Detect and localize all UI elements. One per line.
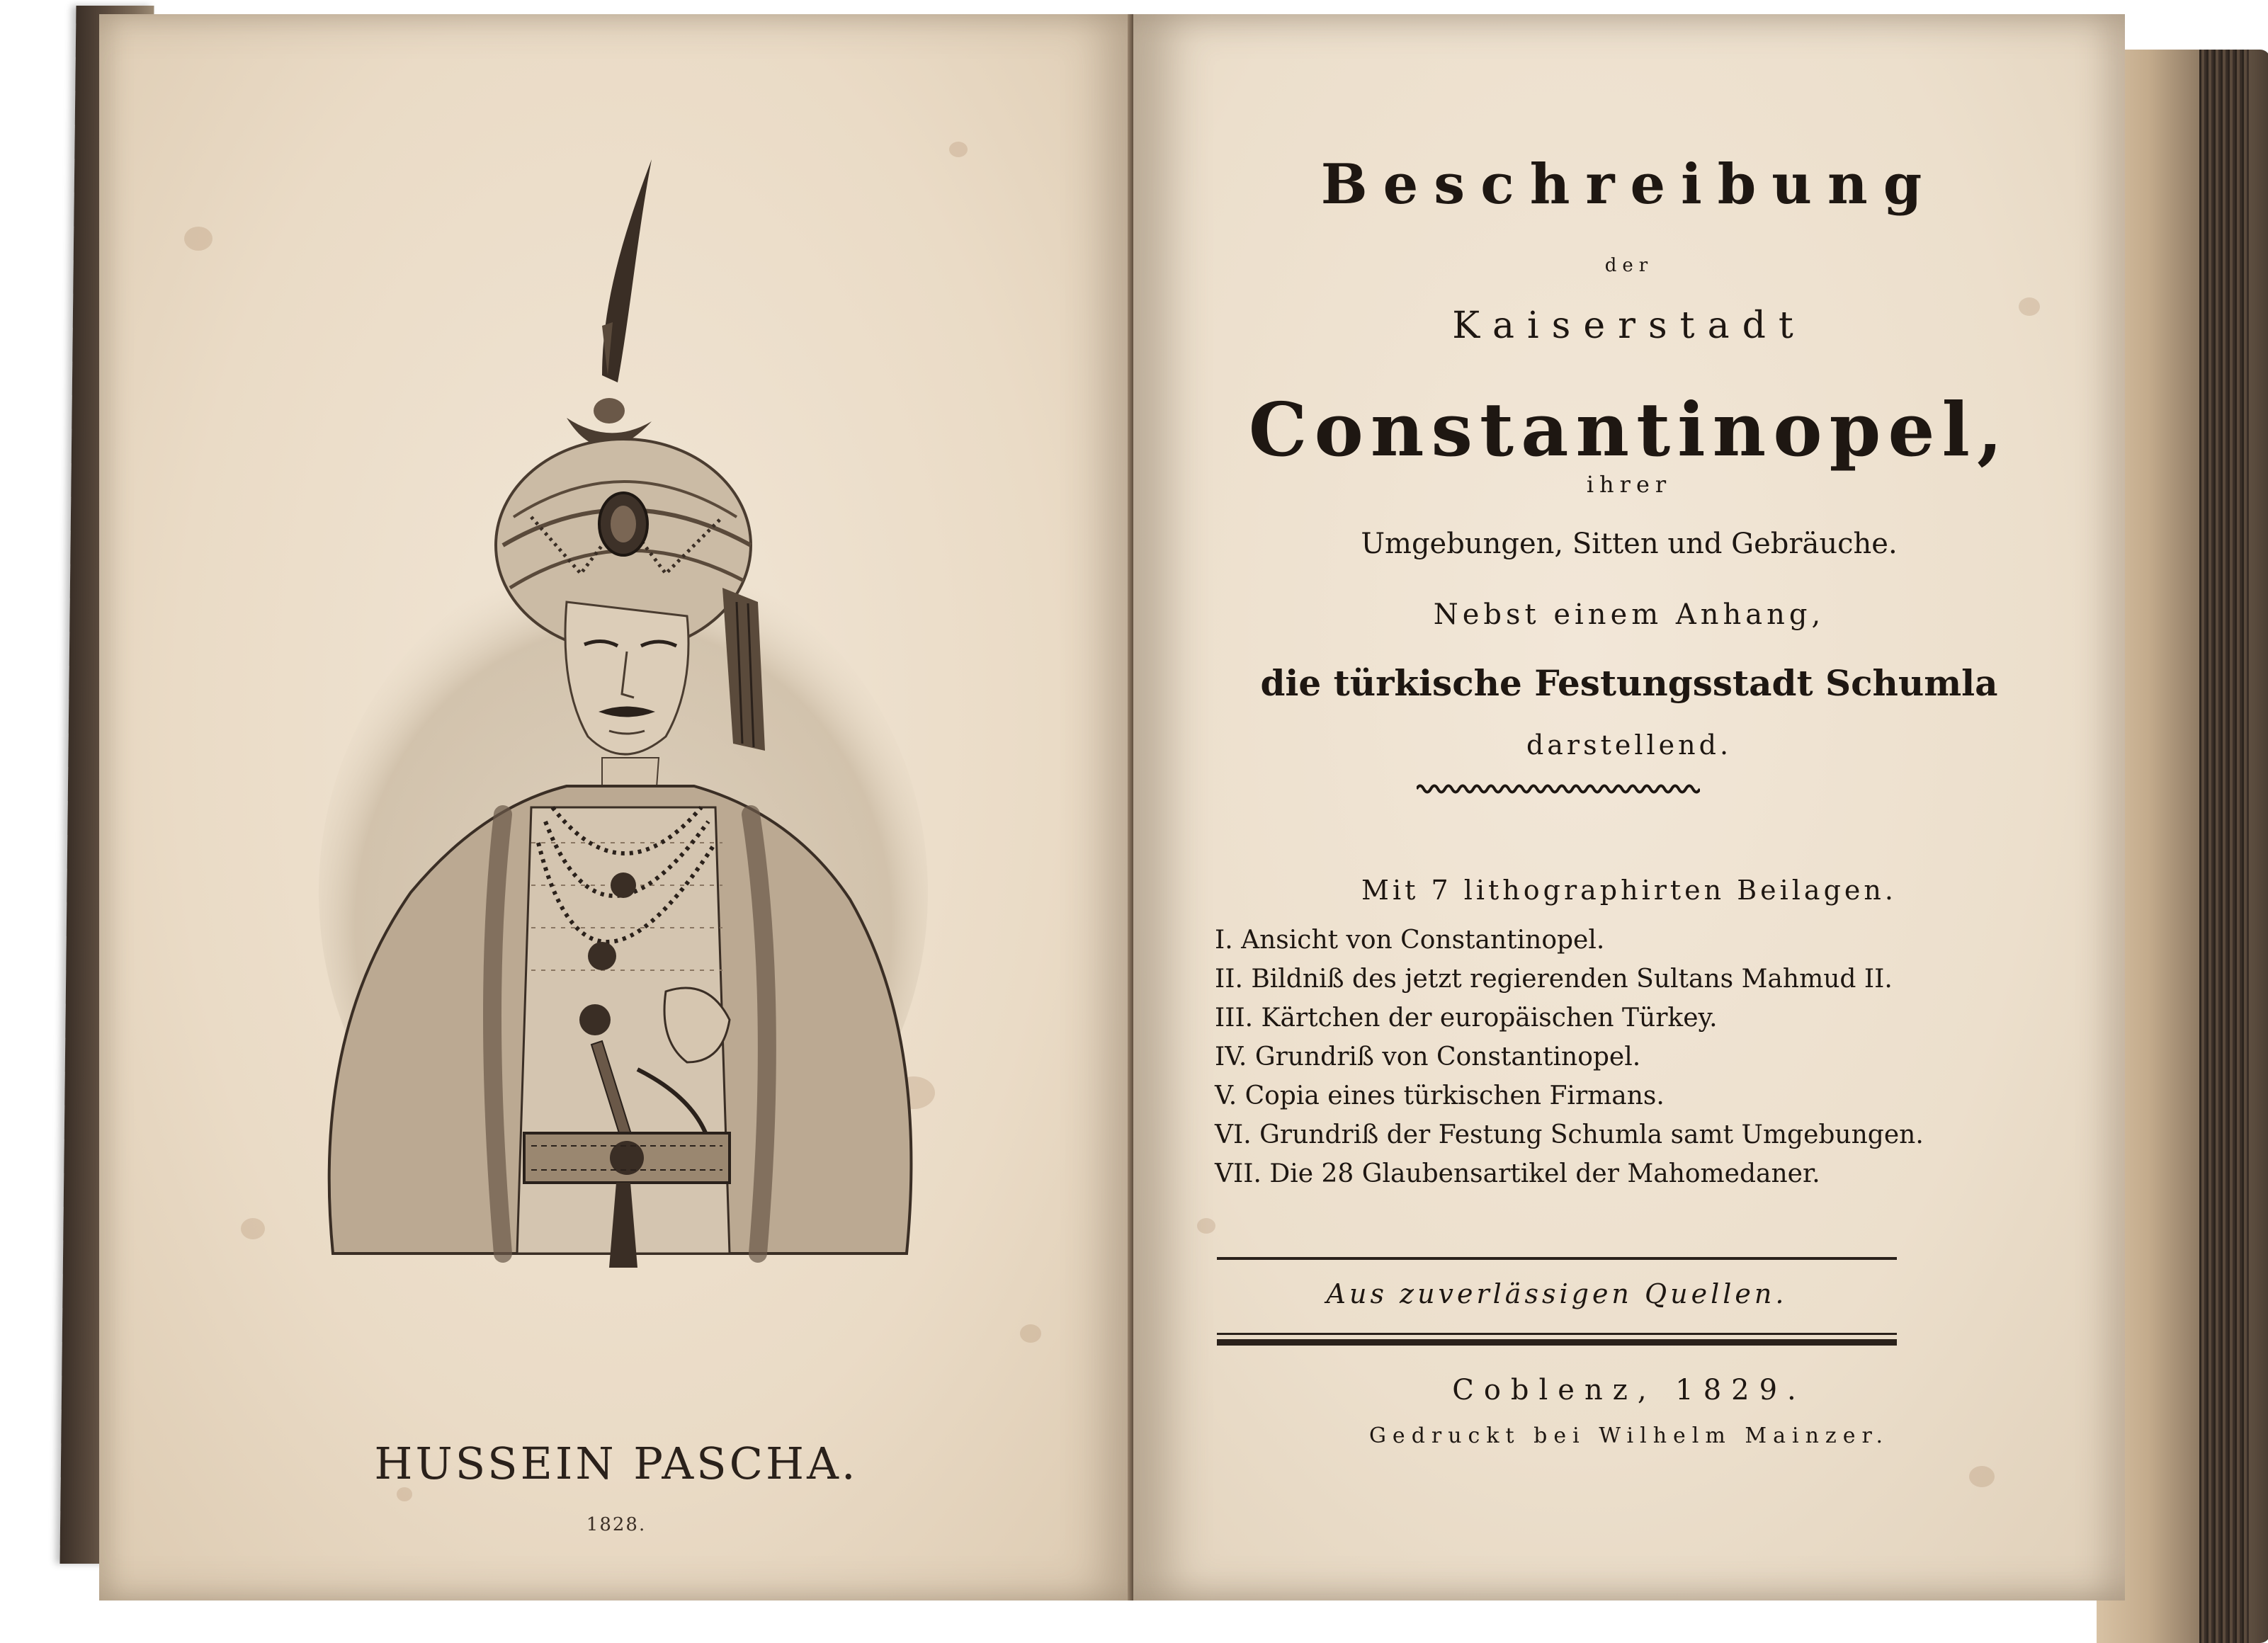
imprint-printer: Gedruckt bei Wilhelm Mainzer. <box>1368 1423 1890 1448</box>
portrait-engraving <box>269 149 977 1296</box>
plates-list <box>1215 921 1924 1193</box>
list-item: II. Bildniß des jetzt regierenden Sultans Mahmud II. <box>1215 965 1893 994</box>
sources-line: Aus zuverlässigen Quellen. <box>1326 1278 1788 1309</box>
portrait-caption-name: HUSSEIN PASCHA. <box>374 1438 858 1489</box>
wavy-ornament-divider <box>1417 783 1700 795</box>
list-item: VII. Die 28 Glaubensartikel der Mahomedaner. <box>1215 1159 1820 1188</box>
rule-double <box>1217 1333 1897 1346</box>
imprint-place-year: Coblenz, 1829. <box>1452 1374 1806 1406</box>
title-der: der <box>1604 255 1654 276</box>
title-beschreibung: Beschreibung <box>1320 152 1938 217</box>
rule-thin <box>1217 1257 1897 1260</box>
appendix-line-2: die türkische Festungsstadt Schumla <box>1260 662 1998 704</box>
appendix-line-3: darstellend. <box>1526 729 1733 761</box>
title-constantinopel: Constantinopel, <box>1248 386 2010 473</box>
list-item: III. Kärtchen der europäischen Türkey. <box>1215 1004 1718 1033</box>
left-page-frontispiece <box>99 14 1133 1601</box>
list-item: VI. Grundriß der Festung Schumla samt Umgebungen. <box>1215 1120 1924 1149</box>
list-item: V. Copia eines türkischen Firmans. <box>1215 1081 1665 1110</box>
list-item: IV. Grundriß von Constantinopel. <box>1215 1042 1641 1071</box>
plates-heading: Mit 7 lithographirten Beilagen. <box>1361 875 1897 906</box>
title-kaiserstadt: Kaiserstadt <box>1452 305 1806 347</box>
title-ihrer: ihrer <box>1586 471 1672 498</box>
portrait-caption-year: 1828. <box>586 1514 647 1535</box>
right-page-title-page <box>1133 14 2125 1601</box>
appendix-line-1: Nebst einem Anhang, <box>1433 598 1825 631</box>
list-item: I. Ansicht von Constantinopel. <box>1215 926 1605 955</box>
title-subtitle: Umgebungen, Sitten und Gebräuche. <box>1361 528 1898 560</box>
